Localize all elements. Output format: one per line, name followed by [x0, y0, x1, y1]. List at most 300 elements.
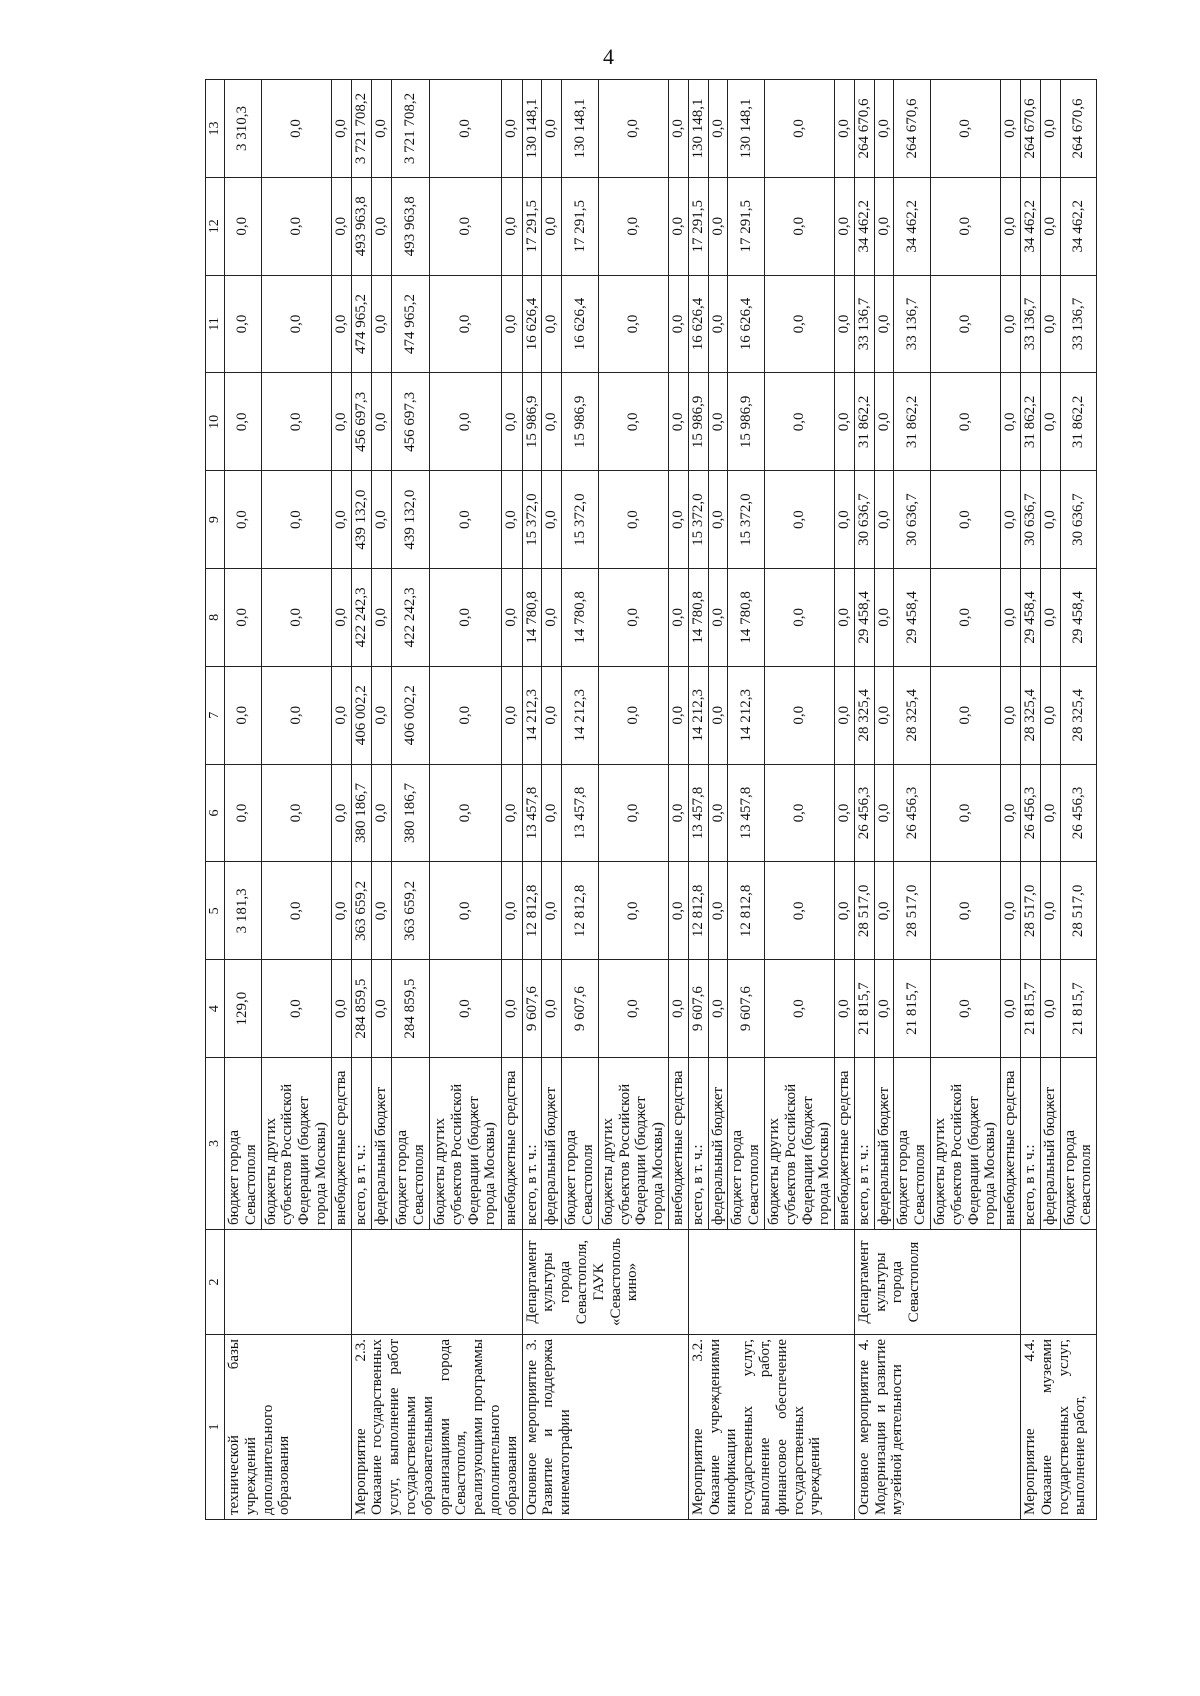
amount-cell: 0,0 — [1040, 275, 1060, 373]
amount-cell: 0,0 — [1001, 80, 1021, 178]
amount-cell: 0,0 — [502, 275, 522, 373]
amount-cell: 0,0 — [502, 177, 522, 275]
amount-cell: 0,0 — [874, 80, 894, 178]
amount-cell: 0,0 — [542, 80, 562, 178]
amount-cell: 28 325,4 — [1060, 666, 1097, 764]
amount-cell: 12 812,8 — [562, 862, 599, 960]
executor-cell: Департамент культуры города Севастополя — [854, 1230, 1020, 1335]
amount-cell: 34 462,2 — [1021, 177, 1041, 275]
amount-cell: 28 517,0 — [1060, 862, 1097, 960]
amount-cell: 0,0 — [835, 373, 855, 471]
amount-cell: 0,0 — [708, 275, 728, 373]
amount-cell: 16 626,4 — [728, 275, 765, 373]
amount-cell: 0,0 — [371, 666, 391, 764]
table-row — [1021, 80, 1041, 1520]
amount-cell: 14 212,3 — [688, 666, 708, 764]
amount-cell: 14 212,3 — [522, 666, 542, 764]
amount-cell: 0,0 — [598, 569, 668, 667]
column-number-6: 6 — [206, 764, 225, 862]
amount-cell: 0,0 — [598, 80, 668, 178]
amount-cell: 0,0 — [542, 764, 562, 862]
executor-cell: Департамент культуры города Севастополя, ГАУК «Севастополь кино» — [522, 1230, 688, 1335]
amount-cell: 0,0 — [1040, 960, 1060, 1058]
amount-cell: 30 636,7 — [1060, 471, 1097, 569]
column-number-3: 3 — [206, 1058, 225, 1230]
amount-cell: 0,0 — [764, 177, 834, 275]
amount-cell: 0,0 — [764, 275, 834, 373]
amount-cell: 0,0 — [835, 764, 855, 862]
amount-cell: 0,0 — [1001, 666, 1021, 764]
amount-cell: 0,0 — [371, 275, 391, 373]
amount-cell: 0,0 — [1001, 373, 1021, 471]
amount-cell: 12 812,8 — [728, 862, 765, 960]
amount-cell: 0,0 — [502, 960, 522, 1058]
amount-cell: 0,0 — [708, 80, 728, 178]
amount-cell: 17 291,5 — [522, 177, 542, 275]
amount-cell: 0,0 — [835, 960, 855, 1058]
amount-cell: 16 626,4 — [688, 275, 708, 373]
funding-source-cell: федеральный бюджет — [874, 1058, 894, 1230]
funding-source-cell: бюджет города Севастополя — [562, 1058, 599, 1230]
amount-cell: 0,0 — [835, 275, 855, 373]
amount-cell: 0,0 — [1001, 862, 1021, 960]
amount-cell: 0,0 — [261, 177, 331, 275]
amount-cell: 0,0 — [931, 764, 1001, 862]
amount-cell: 15 372,0 — [728, 471, 765, 569]
funding-source-cell: всего, в т. ч.: — [1021, 1058, 1041, 1230]
amount-cell: 130 148,1 — [688, 80, 708, 178]
amount-cell: 0,0 — [502, 80, 522, 178]
amount-cell: 0,0 — [668, 373, 688, 471]
amount-cell: 12 812,8 — [688, 862, 708, 960]
amount-cell: 26 456,3 — [1021, 764, 1041, 862]
amount-cell: 0,0 — [331, 373, 351, 471]
funding-table — [205, 79, 1097, 1520]
funding-source-cell: федеральный бюджет — [542, 1058, 562, 1230]
amount-cell: 0,0 — [931, 569, 1001, 667]
amount-cell: 0,0 — [1040, 471, 1060, 569]
amount-cell: 0,0 — [261, 764, 331, 862]
amount-cell: 34 462,2 — [854, 177, 874, 275]
amount-cell: 130 148,1 — [562, 80, 599, 178]
table-row — [351, 80, 371, 1520]
amount-cell: 0,0 — [502, 666, 522, 764]
funding-source-cell: бюджеты других субъектов Российской Федерации (бюджет города Москвы) — [261, 1058, 331, 1230]
column-number-12: 12 — [206, 177, 225, 275]
amount-cell: 0,0 — [502, 471, 522, 569]
amount-cell: 0,0 — [1040, 862, 1060, 960]
amount-cell: 264 670,6 — [1060, 80, 1097, 178]
amount-cell: 493 963,8 — [392, 177, 430, 275]
amount-cell: 30 636,7 — [1021, 471, 1041, 569]
amount-cell: 0,0 — [874, 177, 894, 275]
amount-cell: 0,0 — [225, 666, 262, 764]
amount-cell: 0,0 — [429, 275, 501, 373]
amount-cell: 0,0 — [764, 80, 834, 178]
amount-cell: 0,0 — [874, 764, 894, 862]
amount-cell: 15 986,9 — [688, 373, 708, 471]
amount-cell: 284 859,5 — [351, 960, 371, 1058]
funding-source-cell: бюджеты других субъектов Российской Федерации (бюджет города Москвы) — [764, 1058, 834, 1230]
amount-cell: 9 607,6 — [728, 960, 765, 1058]
amount-cell: 0,0 — [931, 373, 1001, 471]
activity-name-cell: Мероприятие 4.4. Оказание музеями государственных услуг, выполнение работ, — [1021, 1335, 1097, 1520]
amount-cell: 17 291,5 — [728, 177, 765, 275]
amount-cell: 0,0 — [542, 666, 562, 764]
amount-cell: 29 458,4 — [1021, 569, 1041, 667]
activity-name-cell: Основное мероприятие 3. Развитие и поддержка кинематографии — [522, 1335, 688, 1520]
amount-cell: 363 659,2 — [351, 862, 371, 960]
amount-cell: 0,0 — [542, 275, 562, 373]
amount-cell: 0,0 — [835, 177, 855, 275]
amount-cell: 33 136,7 — [894, 275, 931, 373]
amount-cell: 0,0 — [542, 177, 562, 275]
amount-cell: 13 457,8 — [562, 764, 599, 862]
column-number-9: 9 — [206, 471, 225, 569]
amount-cell: 0,0 — [371, 471, 391, 569]
amount-cell: 380 186,7 — [351, 764, 371, 862]
amount-cell: 21 815,7 — [854, 960, 874, 1058]
funding-source-cell: всего, в т. ч.: — [522, 1058, 542, 1230]
amount-cell: 28 325,4 — [894, 666, 931, 764]
amount-cell: 0,0 — [1001, 177, 1021, 275]
amount-cell: 29 458,4 — [854, 569, 874, 667]
amount-cell: 28 517,0 — [894, 862, 931, 960]
amount-cell: 0,0 — [1001, 471, 1021, 569]
table-row — [522, 80, 542, 1520]
amount-cell: 0,0 — [874, 862, 894, 960]
column-number-13: 13 — [206, 80, 225, 178]
amount-cell: 28 325,4 — [1021, 666, 1041, 764]
amount-cell: 0,0 — [668, 177, 688, 275]
funding-source-cell: бюджеты других субъектов Российской Федерации (бюджет города Москвы) — [931, 1058, 1001, 1230]
amount-cell: 0,0 — [598, 764, 668, 862]
funding-source-cell: внебюджетные средства — [331, 1058, 351, 1230]
amount-cell: 0,0 — [708, 862, 728, 960]
amount-cell: 0,0 — [598, 275, 668, 373]
amount-cell: 0,0 — [429, 569, 501, 667]
amount-cell: 0,0 — [598, 960, 668, 1058]
amount-cell: 0,0 — [764, 471, 834, 569]
funding-source-cell: федеральный бюджет — [708, 1058, 728, 1230]
amount-cell: 0,0 — [331, 80, 351, 178]
amount-cell: 0,0 — [331, 471, 351, 569]
amount-cell: 0,0 — [708, 471, 728, 569]
amount-cell: 0,0 — [835, 862, 855, 960]
amount-cell: 0,0 — [931, 471, 1001, 569]
amount-cell: 0,0 — [598, 666, 668, 764]
funding-source-cell: бюджет города Севастополя — [392, 1058, 430, 1230]
amount-cell: 0,0 — [1001, 960, 1021, 1058]
amount-cell: 0,0 — [542, 960, 562, 1058]
amount-cell: 28 517,0 — [1021, 862, 1041, 960]
amount-cell: 0,0 — [931, 275, 1001, 373]
amount-cell: 0,0 — [261, 80, 331, 178]
amount-cell: 0,0 — [708, 569, 728, 667]
page-number: 4 — [603, 44, 614, 69]
amount-cell: 474 965,2 — [392, 275, 430, 373]
amount-cell: 14 212,3 — [728, 666, 765, 764]
amount-cell: 0,0 — [764, 666, 834, 764]
amount-cell: 14 780,8 — [688, 569, 708, 667]
amount-cell: 456 697,3 — [351, 373, 371, 471]
amount-cell: 21 815,7 — [1060, 960, 1097, 1058]
amount-cell: 284 859,5 — [392, 960, 430, 1058]
amount-cell: 264 670,6 — [894, 80, 931, 178]
amount-cell: 0,0 — [835, 569, 855, 667]
amount-cell: 0,0 — [1001, 569, 1021, 667]
amount-cell: 0,0 — [668, 471, 688, 569]
amount-cell: 0,0 — [261, 373, 331, 471]
amount-cell: 0,0 — [668, 764, 688, 862]
amount-cell: 0,0 — [261, 862, 331, 960]
amount-cell: 0,0 — [835, 471, 855, 569]
amount-cell: 0,0 — [371, 569, 391, 667]
amount-cell: 406 002,2 — [392, 666, 430, 764]
amount-cell: 0,0 — [371, 373, 391, 471]
amount-cell: 0,0 — [331, 862, 351, 960]
amount-cell: 34 462,2 — [894, 177, 931, 275]
funding-source-cell: бюджет города Севастополя — [1060, 1058, 1097, 1230]
amount-cell: 21 815,7 — [894, 960, 931, 1058]
amount-cell: 16 626,4 — [522, 275, 542, 373]
amount-cell: 0,0 — [225, 764, 262, 862]
amount-cell: 406 002,2 — [351, 666, 371, 764]
amount-cell: 9 607,6 — [562, 960, 599, 1058]
column-number-11: 11 — [206, 275, 225, 373]
amount-cell: 14 780,8 — [522, 569, 542, 667]
amount-cell: 0,0 — [835, 80, 855, 178]
amount-cell: 0,0 — [542, 569, 562, 667]
amount-cell: 26 456,3 — [894, 764, 931, 862]
amount-cell: 0,0 — [764, 960, 834, 1058]
amount-cell: 0,0 — [668, 80, 688, 178]
amount-cell: 26 456,3 — [854, 764, 874, 862]
column-number-4: 4 — [206, 960, 225, 1058]
funding-source-cell: внебюджетные средства — [835, 1058, 855, 1230]
amount-cell: 0,0 — [542, 862, 562, 960]
amount-cell: 0,0 — [542, 373, 562, 471]
amount-cell: 0,0 — [371, 862, 391, 960]
amount-cell: 0,0 — [598, 862, 668, 960]
amount-cell: 0,0 — [429, 666, 501, 764]
amount-cell: 129,0 — [225, 960, 262, 1058]
amount-cell: 33 136,7 — [1060, 275, 1097, 373]
amount-cell: 0,0 — [598, 177, 668, 275]
amount-cell: 0,0 — [708, 960, 728, 1058]
funding-source-cell: внебюджетные средства — [1001, 1058, 1021, 1230]
amount-cell: 422 242,3 — [351, 569, 371, 667]
amount-cell: 0,0 — [261, 960, 331, 1058]
amount-cell: 28 325,4 — [854, 666, 874, 764]
amount-cell: 0,0 — [708, 373, 728, 471]
amount-cell: 15 986,9 — [562, 373, 599, 471]
amount-cell: 15 986,9 — [728, 373, 765, 471]
amount-cell: 9 607,6 — [522, 960, 542, 1058]
table-body — [225, 80, 1097, 1520]
amount-cell: 0,0 — [429, 373, 501, 471]
amount-cell: 0,0 — [931, 666, 1001, 764]
amount-cell: 17 291,5 — [562, 177, 599, 275]
amount-cell: 12 812,8 — [522, 862, 542, 960]
column-number-2: 2 — [206, 1230, 225, 1335]
amount-cell: 0,0 — [764, 862, 834, 960]
amount-cell: 0,0 — [225, 177, 262, 275]
amount-cell: 0,0 — [261, 275, 331, 373]
amount-cell: 0,0 — [429, 764, 501, 862]
amount-cell: 15 372,0 — [688, 471, 708, 569]
amount-cell: 0,0 — [1001, 764, 1021, 862]
amount-cell: 0,0 — [429, 177, 501, 275]
column-number-10: 10 — [206, 373, 225, 471]
amount-cell: 0,0 — [931, 960, 1001, 1058]
amount-cell: 33 136,7 — [854, 275, 874, 373]
amount-cell: 0,0 — [429, 960, 501, 1058]
funding-source-cell: бюджет города Севастополя — [225, 1058, 262, 1230]
amount-cell: 0,0 — [1040, 80, 1060, 178]
activity-name-cell: Мероприятие 2.3. Оказание государственных услуг, выполнение работ государственными образовательными организациями города Севастополя, реализующими программы дополнительного образования — [351, 1335, 522, 1520]
amount-cell: 0,0 — [429, 471, 501, 569]
amount-cell: 31 862,2 — [894, 373, 931, 471]
amount-cell: 0,0 — [1001, 275, 1021, 373]
table-row — [225, 80, 262, 1520]
amount-cell: 0,0 — [708, 764, 728, 862]
amount-cell: 363 659,2 — [392, 862, 430, 960]
funding-source-cell: всего, в т. ч.: — [688, 1058, 708, 1230]
amount-cell: 3 181,3 — [225, 862, 262, 960]
amount-cell: 0,0 — [225, 569, 262, 667]
amount-cell: 0,0 — [331, 666, 351, 764]
amount-cell: 0,0 — [874, 666, 894, 764]
amount-cell: 29 458,4 — [894, 569, 931, 667]
rotated-table-container — [205, 80, 1190, 1520]
table-row — [688, 80, 708, 1520]
amount-cell: 0,0 — [371, 764, 391, 862]
amount-cell: 0,0 — [225, 471, 262, 569]
amount-cell: 0,0 — [261, 666, 331, 764]
amount-cell: 0,0 — [331, 275, 351, 373]
amount-cell: 0,0 — [931, 80, 1001, 178]
amount-cell: 14 780,8 — [562, 569, 599, 667]
amount-cell: 130 148,1 — [522, 80, 542, 178]
amount-cell: 439 132,0 — [392, 471, 430, 569]
funding-source-cell: бюджеты других субъектов Российской Федерации (бюджет города Москвы) — [429, 1058, 501, 1230]
executor-cell — [225, 1230, 352, 1335]
amount-cell: 0,0 — [429, 862, 501, 960]
amount-cell: 0,0 — [502, 569, 522, 667]
activity-name-cell: Мероприятие 3.2. Оказание учреждениями кинофикации государственных услуг, выполнение работ, финансовое обеспечение государственных учреждений — [688, 1335, 854, 1520]
funding-source-cell: федеральный бюджет — [1040, 1058, 1060, 1230]
amount-cell: 0,0 — [225, 275, 262, 373]
funding-source-cell: бюджеты других субъектов Российской Федерации (бюджет города Москвы) — [598, 1058, 668, 1230]
executor-cell — [1021, 1230, 1097, 1335]
amount-cell: 0,0 — [1040, 569, 1060, 667]
amount-cell: 0,0 — [331, 764, 351, 862]
column-number-5: 5 — [206, 862, 225, 960]
activity-name-cell: технической базы учреждений дополнительного образования — [225, 1335, 352, 1520]
amount-cell: 380 186,7 — [392, 764, 430, 862]
amount-cell: 0,0 — [331, 960, 351, 1058]
amount-cell: 0,0 — [1040, 373, 1060, 471]
amount-cell: 0,0 — [542, 471, 562, 569]
amount-cell: 3 721 708,2 — [351, 80, 371, 178]
amount-cell: 0,0 — [874, 471, 894, 569]
amount-cell: 0,0 — [931, 862, 1001, 960]
funding-source-cell: всего, в т. ч.: — [351, 1058, 371, 1230]
amount-cell: 0,0 — [668, 275, 688, 373]
amount-cell: 31 862,2 — [854, 373, 874, 471]
amount-cell: 0,0 — [331, 569, 351, 667]
amount-cell: 14 212,3 — [562, 666, 599, 764]
amount-cell: 0,0 — [429, 80, 501, 178]
amount-cell: 15 372,0 — [562, 471, 599, 569]
amount-cell: 31 862,2 — [1021, 373, 1041, 471]
amount-cell: 0,0 — [371, 80, 391, 178]
funding-source-cell: внебюджетные средства — [668, 1058, 688, 1230]
amount-cell: 0,0 — [874, 569, 894, 667]
funding-source-cell: бюджет города Севастополя — [728, 1058, 765, 1230]
funding-source-cell: всего, в т. ч.: — [854, 1058, 874, 1230]
amount-cell: 0,0 — [764, 373, 834, 471]
amount-cell: 456 697,3 — [392, 373, 430, 471]
amount-cell: 34 462,2 — [1060, 177, 1097, 275]
amount-cell: 0,0 — [931, 177, 1001, 275]
column-number-8: 8 — [206, 569, 225, 667]
amount-cell: 0,0 — [764, 764, 834, 862]
amount-cell: 0,0 — [331, 177, 351, 275]
amount-cell: 3 721 708,2 — [392, 80, 430, 178]
amount-cell: 0,0 — [1040, 666, 1060, 764]
amount-cell: 0,0 — [502, 764, 522, 862]
amount-cell: 474 965,2 — [351, 275, 371, 373]
amount-cell: 3 310,3 — [225, 80, 262, 178]
amount-cell: 21 815,7 — [1021, 960, 1041, 1058]
amount-cell: 14 780,8 — [728, 569, 765, 667]
amount-cell: 0,0 — [502, 373, 522, 471]
amount-cell: 0,0 — [1040, 177, 1060, 275]
amount-cell: 0,0 — [371, 177, 391, 275]
amount-cell: 26 456,3 — [1060, 764, 1097, 862]
amount-cell: 30 636,7 — [854, 471, 874, 569]
amount-cell: 0,0 — [371, 960, 391, 1058]
amount-cell: 0,0 — [668, 569, 688, 667]
executor-cell — [351, 1230, 522, 1335]
amount-cell: 0,0 — [668, 960, 688, 1058]
table-row — [854, 80, 874, 1520]
amount-cell: 0,0 — [598, 373, 668, 471]
amount-cell: 29 458,4 — [1060, 569, 1097, 667]
amount-cell: 0,0 — [874, 275, 894, 373]
amount-cell: 0,0 — [708, 177, 728, 275]
amount-cell: 31 862,2 — [1060, 373, 1097, 471]
amount-cell: 0,0 — [598, 471, 668, 569]
amount-cell: 422 242,3 — [392, 569, 430, 667]
amount-cell: 0,0 — [874, 373, 894, 471]
amount-cell: 0,0 — [502, 862, 522, 960]
funding-source-cell: федеральный бюджет — [371, 1058, 391, 1230]
amount-cell: 493 963,8 — [351, 177, 371, 275]
amount-cell: 439 132,0 — [351, 471, 371, 569]
column-number-7: 7 — [206, 666, 225, 764]
amount-cell: 16 626,4 — [562, 275, 599, 373]
column-number-1: 1 — [206, 1335, 225, 1520]
amount-cell: 17 291,5 — [688, 177, 708, 275]
funding-source-cell: внебюджетные средства — [502, 1058, 522, 1230]
amount-cell: 13 457,8 — [688, 764, 708, 862]
amount-cell: 33 136,7 — [1021, 275, 1041, 373]
amount-cell: 0,0 — [764, 569, 834, 667]
amount-cell: 0,0 — [874, 960, 894, 1058]
